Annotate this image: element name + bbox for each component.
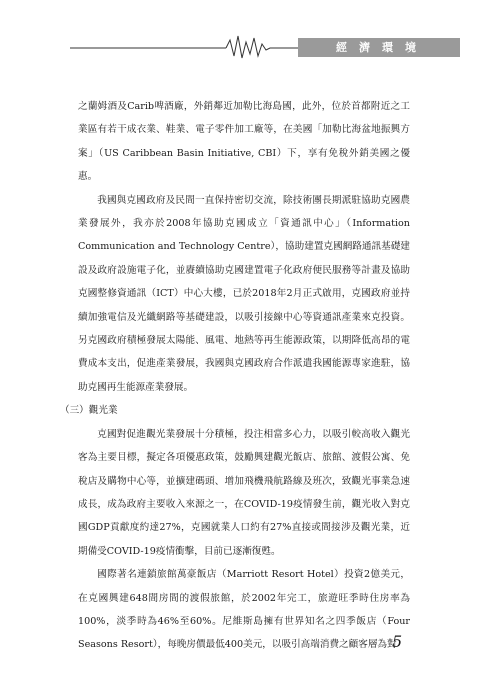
section-heading: （三）觀光業 (60, 405, 118, 417)
header-title: 經濟環境 (298, 38, 460, 57)
page-header (0, 0, 480, 70)
paragraph-2: 我國與克國政府及民間一直保持密切交流，除技術團長期派駐協助克國農業發展外，我亦於2008年協助克國成立「資通訊中心」（Information Communication and Technology Centre），協助建置克國網路通訊基礎建設及政府設施電子化，並賡續協助克國建置電子化政府便民服務等計畫及協助克國整修資通訊（ICT）中心大樓，已於2018年2月正式啟用，克國政府並持續加強電信及光纖網路等基礎建設，以吸引接線中心等資通訊產業來克投資。另克國政府積極發展太陽能、風電、地熱等再生能源政策，以期降低高昂的電費成本支出，促進產業發展，我國與克國政府合作派遣我國能源專家進駐，協助克國再生能源產業發展。 (78, 194, 410, 393)
page-number: 5 (392, 632, 403, 651)
paragraph-1: 之蘭姆酒及Carib啤酒廠，外銷鄰近加勒比海島國，此外，位於首都附近之工業區有若干成衣業、鞋業、電子零件加工廠等，在美國「加勒比海盆地振興方案」（US Caribbean Basin Initiative, CBI）下，享有免稅外銷美國之優惠。 (78, 101, 410, 183)
header-decoration (0, 0, 480, 70)
paragraph-3: 克國對促進觀光業發展十分積極，投注相當多心力，以吸引較高收入觀光客為主要目標，擬定各項優惠政策，鼓勵興建觀光飯店、旅館、渡假公寓、免稅店及購物中心等，並擴建碼頭、增加飛機飛航路線及班次，致觀光事業急速成長，成為政府主要收入來源之一，在COVID-19疫情發生前，觀光收入對克國GDP貢獻度約達27%，克國就業人口約有27%直接或間接涉及觀光業，近期備受COVID-19疫情衝擊，目前已逐漸復甦。 (78, 428, 410, 557)
page-content (60, 95, 410, 657)
paragraph-4: 國際著名連鎖旅館萬豪飯店（Marriott Resort Hotel）投資2億美元，在克國興建648間房間的渡假旅館，於2002年完工，旅遊旺季時住房率為100%，淡季時為46%至60%。尼維斯島擁有世界知名之四季飯店（Four Seasons Resort），每晚房價最低400美元，以吸引高端消費之顧客層為對 (78, 569, 410, 651)
heartbeat-line-icon (226, 36, 292, 58)
